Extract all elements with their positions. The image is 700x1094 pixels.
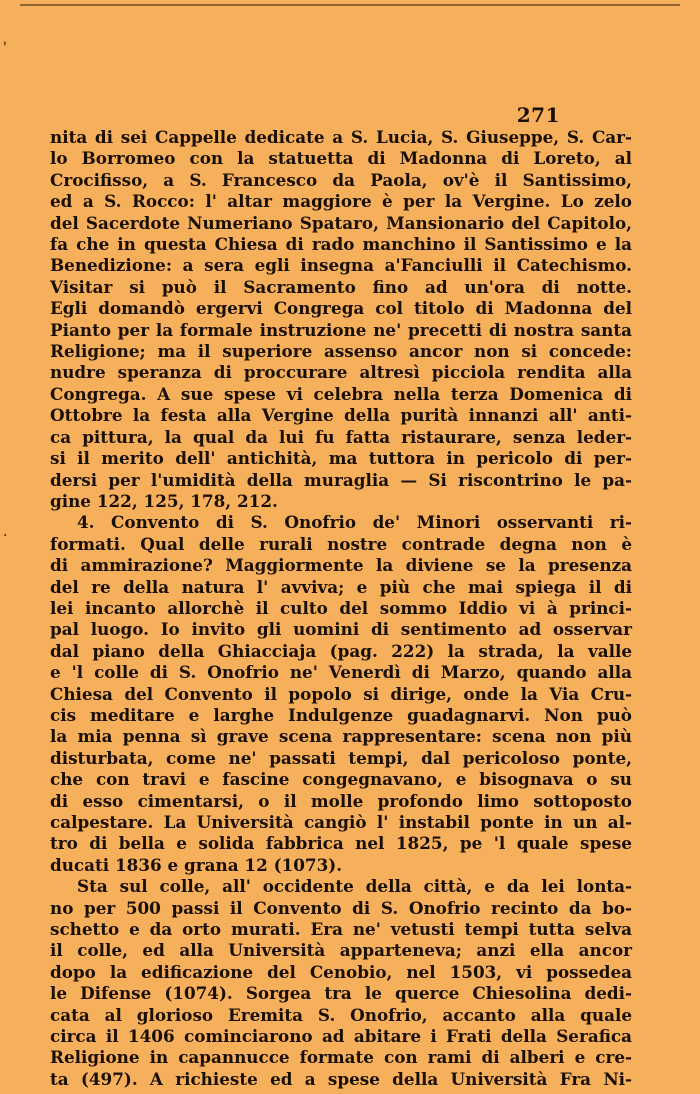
text-line: Ottobre la festa alla Vergine della purità innanzi all' anti- [50, 405, 632, 426]
text-line: pal luogo. Io invito gli uomini di sentimento ad osservar [50, 619, 632, 640]
text-line: Religione in capannucce formate con rami di alberi e cre- [50, 1047, 632, 1068]
text-line: il colle, ed alla Università apparteneva; anzi ella ancor [50, 940, 632, 961]
text-line: nudre speranza di proccurare altresì picciola rendita alla [50, 362, 632, 383]
text-line: schetto e da orto murati. Era ne' vetusti tempi tutta selva [50, 919, 632, 940]
text-line: che con travi e fascine congegnavano, e bisognava o su [50, 769, 632, 790]
text-line: del Sacerdote Numeriano Spataro, Mansionario del Capitolo, [50, 212, 632, 233]
text-line: si il merito dell' antichità, ma tuttora in pericolo di per- [50, 448, 632, 469]
text-line: cata al glorioso Eremita S. Onofrio, accanto alla quale [50, 1004, 632, 1025]
text-line: Sta sul colle, all' occidente della città, e da lei lonta- [77, 876, 632, 897]
margin-mark: ' [3, 40, 7, 56]
text-line: disturbata, come ne' passati tempi, dal pericoloso ponte, [50, 747, 632, 768]
text-line: calpestare. La Università cangiò l' instabil ponte in un al- [50, 812, 632, 832]
text-line: ca pittura, la qual da lui fu fatta ristaurare, senza leder- [50, 426, 632, 447]
body-text [50, 127, 632, 1090]
text-line: e 'l colle di S. Onofrio ne' Venerdì di Marzo, quando alla [50, 662, 632, 683]
text-line: ducati 1836 e grana 12 (1073). [50, 854, 343, 875]
text-line: lei incanto allorchè il culto del sommo Iddio vi à princi- [50, 597, 632, 618]
text-line: Chiesa del Convento il popolo si dirige, onde la Via Cru- [50, 683, 632, 704]
text-line: lo Borromeo con la statuetta di Madonna di Loreto, al [50, 148, 632, 169]
text-line: dal piano della Ghiacciaja (pag. 222) la strada, la valle [50, 640, 632, 661]
text-line: gine 122, 125, 178, 212. [50, 490, 278, 511]
text-line: Pianto per la formale instruzione ne' precetti di nostra santa [50, 319, 632, 340]
text-line: formati. Qual delle rurali nostre contrade degna non è [50, 533, 632, 554]
text-line: ta (497). A richieste ed a spese della Università Fra Ni- [50, 1068, 632, 1089]
text-line: no per 500 passi il Convento di S. Onofrio recinto da bo- [50, 897, 632, 918]
text-line: fa che in questa Chiesa di rado manchino il Santissimo e la [50, 234, 632, 255]
text-line: nita di sei Cappelle dedicate a S. Lucia, S. Giuseppe, S. Car- [50, 127, 632, 147]
section-heading-line: 4. Convento di S. Onofrio de' Minori osservanti ri- [77, 512, 632, 533]
text-line: dopo la edificazione del Cenobio, nel 1503, vi possedea [50, 961, 632, 982]
text-line: Religione; ma il superiore assenso ancor non si concede: [50, 341, 632, 362]
text-line: Congrega. A sue spese vi celebra nella terza Domenica di [50, 383, 632, 404]
text-line: di ammirazione? Maggiormente la diviene se la presenza [50, 555, 632, 576]
text-line: tro di bella e solida fabbrica nel 1825, pe 'l quale spese [50, 833, 632, 854]
text-line: ed a S. Rocco: l' altar maggiore è per la Vergine. Lo zelo [50, 191, 632, 212]
text-line: di esso cimentarsi, o il molle profondo limo sottoposto [50, 790, 632, 811]
margin-mark: · [3, 528, 8, 544]
text-line: del re della natura l' avviva; e più che mai spiega il di [50, 576, 632, 597]
text-line: Egli domandò ergervi Congrega col titolo di Madonna del [50, 298, 632, 319]
text-line: cis meditare e larghe Indulgenze guadagnarvi. Non può [50, 704, 632, 725]
text-line: le Difense (1074). Sorgea tra le querce Chiesolina dedi- [50, 983, 632, 1004]
text-line: dersi per l'umidità della muraglia — Si riscontrino le pa- [50, 469, 632, 490]
text-line: la mia penna sì grave scena rappresentare: scena non più [50, 726, 632, 747]
text-line: circa il 1406 cominciarono ad abitare i Frati della Serafica [50, 1026, 632, 1047]
text-line: Crocifisso, a S. Francesco da Paola, ov'è il Santissimo, [50, 169, 632, 190]
page-number: 271 [516, 103, 560, 127]
text-line: Benedizione: a sera egli insegna a'Fanciulli il Catechismo. [50, 255, 632, 276]
top-rule [20, 4, 680, 6]
text-line: Visitar si può il Sacramento fino ad un'ora di notte. [50, 276, 632, 297]
